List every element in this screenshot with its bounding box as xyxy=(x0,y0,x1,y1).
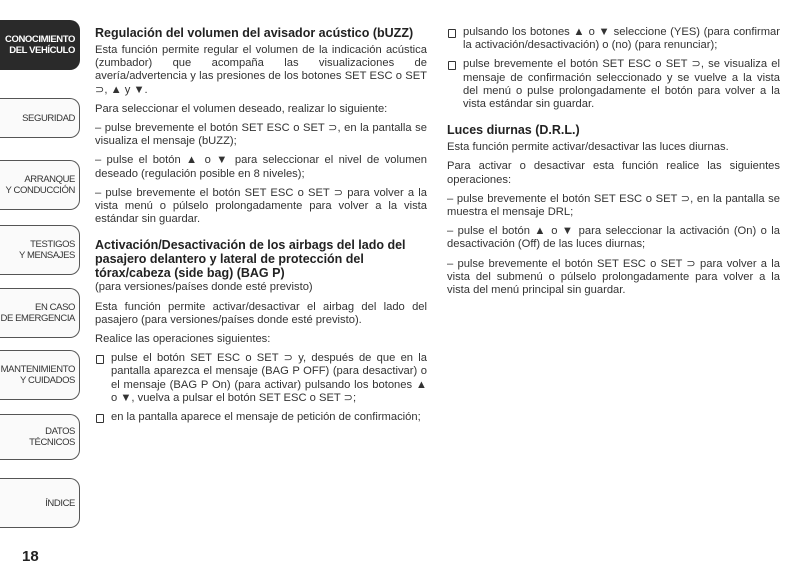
tab-arranque-y-conduccion[interactable]: ARRANQUE Y CONDUCCIÓN xyxy=(0,160,80,210)
tab-indice[interactable]: ÍNDICE xyxy=(0,478,80,528)
paragraph: Esta función permite activar/desactivar las luces diurnas. xyxy=(447,141,729,154)
section-title-buzz-volume: Regulación del volumen del avisador acústico (bUZZ) xyxy=(95,26,414,40)
section-title-drl: Luces diurnas (D.R.L.) xyxy=(447,123,580,138)
paragraph: Para activar o desactivar esta función realice las siguientes operaciones: xyxy=(447,160,780,186)
paragraph: Para seleccionar el volumen deseado, realizar lo siguiente: xyxy=(95,102,388,115)
left-column xyxy=(95,26,427,430)
paragraph: Esta función permite regular el volumen de la indicación acústica (zumbador) que acompaña las visualizaciones de avería/advertencia y las presiones de los botones SET ESC o SET ⊃, ▲ y ▼. xyxy=(95,44,427,96)
tab-datos-tecnicos[interactable]: DATOS TÉCNICOS xyxy=(0,414,80,460)
step-item: – pulse brevemente el botón SET ESC o SET ⊃, en la pantalla se visualiza el mensaje (bUZZ); xyxy=(95,122,427,148)
bullet-item: pulse el botón SET ESC o SET ⊃ y, después de que en la pantalla aparezca el mensaje (BAG P OFF) (para desactivar) o el mensaje (BAG P On) (para activar) pulsando los botones ▲ o ▼, vuelva a pulsar el botón SET ESC o SET ⊃; xyxy=(95,352,427,405)
tab-seguridad[interactable]: SEGURIDAD xyxy=(0,98,80,138)
step-item: – pulse brevemente el botón SET ESC o SET ⊃ para volver a la vista del submenú o púlselo prolongadamente para volver a la vista del menú principal sin guardar. xyxy=(447,257,780,297)
right-column xyxy=(447,26,780,303)
bullet-item: pulse brevemente el botón SET ESC o SET ⊃, se visualiza el mensaje de confirmación seleccionado y se vuelve a la vista del menú o pulse prolongadamente el botón para volver a la vista estándar sin guardar. xyxy=(447,58,780,111)
tab-mantenimiento-y-cuidados[interactable]: MANTENIMIENTO Y CUIDADOS xyxy=(0,350,80,400)
step-item: – pulse brevemente el botón SET ESC o SET ⊃, en la pantalla se muestra el mensaje DRL; xyxy=(447,192,780,219)
paragraph: Esta función permite activar/desactivar el airbag del lado del pasajero (para versiones/países donde esté previsto). xyxy=(95,300,427,326)
paragraph: Realice las operaciones siguientes: xyxy=(95,333,271,346)
bullet-item: pulsando los botones ▲ o ▼ seleccione (YES) (para confirmar la activación/desactivación) o (no) (para renunciar); xyxy=(447,26,780,52)
tab-conocimiento-del-vehiculo[interactable]: CONOCIMIENTO DEL VEHÍCULO xyxy=(0,20,80,70)
step-item: – pulse el botón ▲ o ▼ para seleccionar la activación (On) o la desactivación (Off) de las luces diurnas; xyxy=(447,225,780,251)
tab-en-caso-de-emergencia[interactable]: EN CASO DE EMERGENCIA xyxy=(0,288,80,338)
bullet-item: en la pantalla aparece el mensaje de petición de confirmación; xyxy=(95,411,427,424)
section-title-bag-p: Activación/Desactivación de los airbags del lado del pasajero delantero y lateral de protección del tórax/cabeza (side bag) (BAG P) xyxy=(95,238,406,281)
step-item: – pulse el botón ▲ o ▼ para seleccionar el nivel de volumen deseado (regulación posible en 8 niveles); xyxy=(95,154,427,180)
section-subtitle: (para versiones/países donde esté previsto) xyxy=(95,281,313,294)
step-item: – pulse brevemente el botón SET ESC o SET ⊃ para volver a la vista menú o púlselo prolongadamente para volver a la vista estándar sin guardar. xyxy=(95,186,427,226)
page-number: 18 xyxy=(22,548,39,565)
tab-testigos-y-mensajes[interactable]: TESTIGOS Y MENSAJES xyxy=(0,225,80,275)
